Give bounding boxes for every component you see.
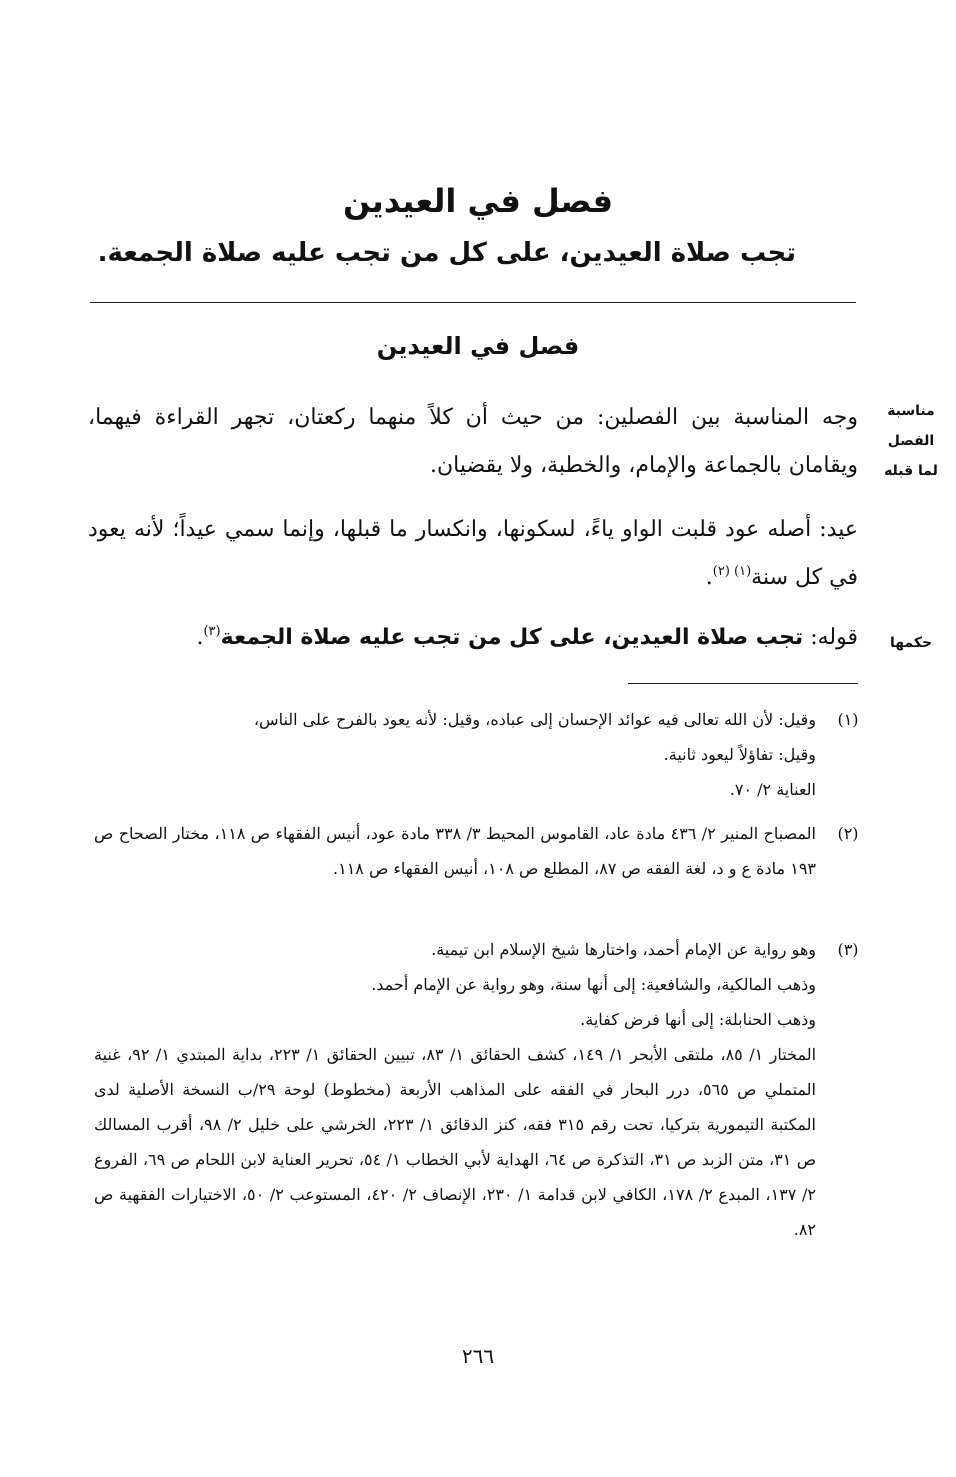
footnote-3 [94, 932, 816, 1247]
footnote-line: وذهب الحنابلة: إلى أنها فرض كفاية. [580, 1010, 816, 1029]
page-number: ٢٦٦ [461, 1344, 495, 1368]
footnote-line: وقيل: لأن الله تعالى فيه عوائد الإحسان إلى عباده، وقيل: لأنه يعود بالفرح على الناس، [253, 710, 816, 729]
paragraph-lead: قوله: [810, 625, 858, 650]
footnote-number: (١) [837, 710, 859, 729]
commentary-paragraph: وجه المناسبة بين الفصلين: من حيث أن كلاً منهما ركعتان، تجهر القراءة فيهما، ويقامان بالجماعة والإمام، والخطبة، ولا يقضيان. [88, 405, 858, 478]
commentary-section-title: فصل في العيدين [376, 332, 580, 360]
footnote-1 [94, 702, 816, 807]
commentary-paragraph-eid [88, 506, 858, 602]
footnote-2 [94, 816, 816, 886]
footnote-refs[interactable]: (١) (٢) [712, 564, 752, 579]
margin-note-line: مناسبة [887, 403, 935, 419]
margin-note-ruling: حكمها [889, 635, 933, 651]
footnote-line: المصباح المنير ٢/ ٤٣٦ مادة عاد، القاموس المحيط ٣/ ٣٣٨ مادة عود، أنيس الفقهاء ص ١١٨، مختار الصحاح ص ١٩٣ مادة ع و د، لغة الفقه ص ٨٧، المطلع ص ١٠٨، أنيس الفقهاء ص ١١٨. [94, 824, 817, 878]
chapter-title: فصل في العيدين [342, 182, 614, 220]
matn-separator-rule [90, 302, 856, 303]
paragraph-end: . [705, 565, 713, 590]
footnote-line: وذهب المالكية، والشافعية: إلى أنها سنة، وهو رواية عن الإمام أحمد. [371, 975, 816, 994]
footnote-number: (٢) [837, 824, 859, 843]
margin-note-line: الفصل [887, 433, 935, 449]
footnote-line: وهو رواية عن الإمام أحمد، واختارها شيخ الإسلام ابن تيمية. [431, 940, 816, 959]
matn-text: تجب صلاة العيدين، على كل من تجب عليه صلاة الجمعة. [97, 238, 796, 268]
commentary-paragraph-ruling [88, 614, 858, 662]
footnote-number: (٣) [837, 940, 859, 959]
paragraph-text: عيد: أصله عود قلبت الواو ياءً، لسكونها، وانكسار ما قبلها، وإنما سمي عيداً؛ لأنه يعود في كل سنة [88, 517, 858, 590]
footnote-ref[interactable]: (٣) [203, 624, 221, 639]
quoted-matn: تجب صلاة العيدين، على كل من تجب عليه صلاة الجمعة [220, 625, 804, 650]
paragraph-end: . [196, 625, 204, 650]
footnote-line: العناية ٢/ ٧٠. [729, 780, 816, 799]
margin-note-relation [874, 396, 948, 486]
footnote-line: وقيل: تفاؤلاً ليعود ثانية. [663, 745, 816, 764]
footnote-separator-rule [628, 683, 858, 684]
footnote-line: المختار ١/ ٨٥، ملتقى الأبحر ١/ ١٤٩، كشف الحقائق ١/ ٨٣، تبيين الحقائق ١/ ٢٢٣، بداية المبتدي ١/ ٩٢، غنية المتملي ص ٥٦٥، درر البحار في الفقه على المذاهب الأربعة (مخطوط) لوحة ٢٩/ب النسخة الأصلية لدى المكتبة التيمورية بتركيا، تحت رقم ٣١٥ فقه، كنز الدقائق ١/ ٢٢٣، الخرشي على خليل ٢/ ٩٨، أقرب المسالك ص ٣١، متن الزبد ص ٣١، التذكرة ص ٦٤، الهداية لأبي الخطاب ١/ ٥٤، تحرير العناية لابن اللحام ص ٦٩، الفروع ٢/ ١٣٧، المبدع ٢/ ١٧٨، الكافي لابن قدامة ١/ ٢٣٠، الإنصاف ٢/ ٤٢٠، المستوعب ٢/ ٥٠، الاختيارات الفقهية ص ٨٢. [94, 1045, 817, 1239]
margin-note-line: لما قبله [884, 463, 938, 479]
